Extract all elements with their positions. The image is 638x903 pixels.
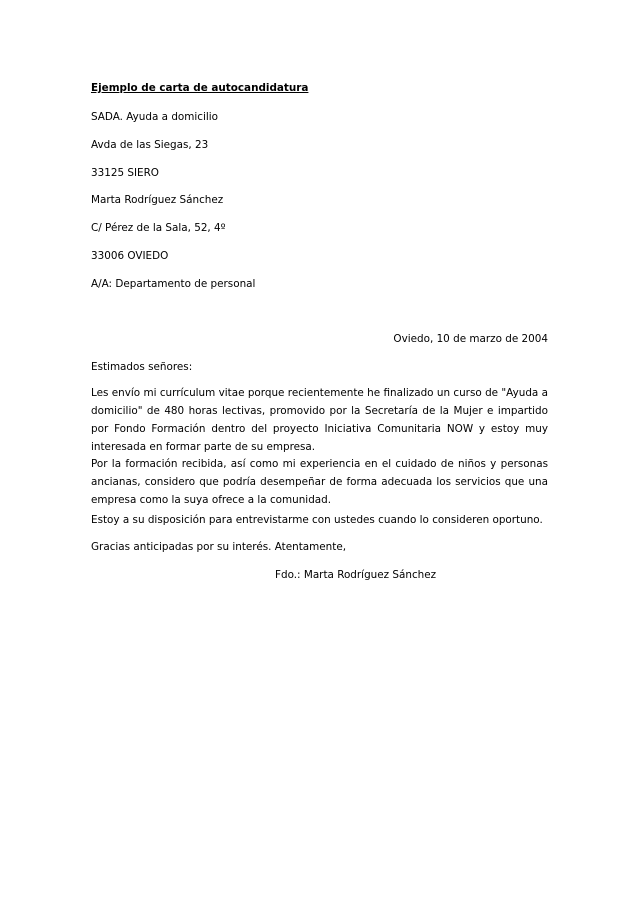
recipient-street: Avda de las Siegas, 23 bbox=[91, 139, 209, 151]
sender-city: 33006 OVIEDO bbox=[91, 250, 169, 262]
sender-street: C/ Pérez de la Sala, 52, 4º bbox=[91, 222, 226, 234]
paragraph-4: Gracias anticipadas por su interés. Atentamente, bbox=[91, 541, 347, 553]
letter-date: Oviedo, 10 de marzo de 2004 bbox=[393, 333, 548, 345]
paragraph-1: Les envío mi currículum vitae porque recientemente he finalizado un curso de "Ayuda a domicilio" de 480 horas lectivas, promovido por la Secretaría de la Mujer e impartido por Fondo Formación dentro del proyecto Iniciativa Comunitaria NOW y estoy muy interesada en formar parte de su empresa. bbox=[91, 387, 548, 453]
paragraph-3: Estoy a su disposición para entrevistarme con ustedes cuando lo consideren oportuno. bbox=[91, 514, 543, 526]
sender-name: Marta Rodríguez Sánchez bbox=[91, 194, 224, 206]
attention-line: A/A: Departamento de personal bbox=[91, 278, 256, 290]
recipient-city: 33125 SIERO bbox=[91, 167, 159, 179]
salutation: Estimados señores: bbox=[91, 361, 193, 373]
recipient-company: SADA. Ayuda a domicilio bbox=[91, 111, 219, 123]
signature: Fdo.: Marta Rodríguez Sánchez bbox=[275, 569, 437, 581]
letter-title: Ejemplo de carta de autocandidatura bbox=[91, 82, 309, 94]
paragraph-2: Por la formación recibida, así como mi experiencia en el cuidado de niños y personas ancianas, considero que podría desempeñar de forma adecuada los servicios que una empresa como la suya ofrece a la comunidad. bbox=[91, 458, 548, 506]
